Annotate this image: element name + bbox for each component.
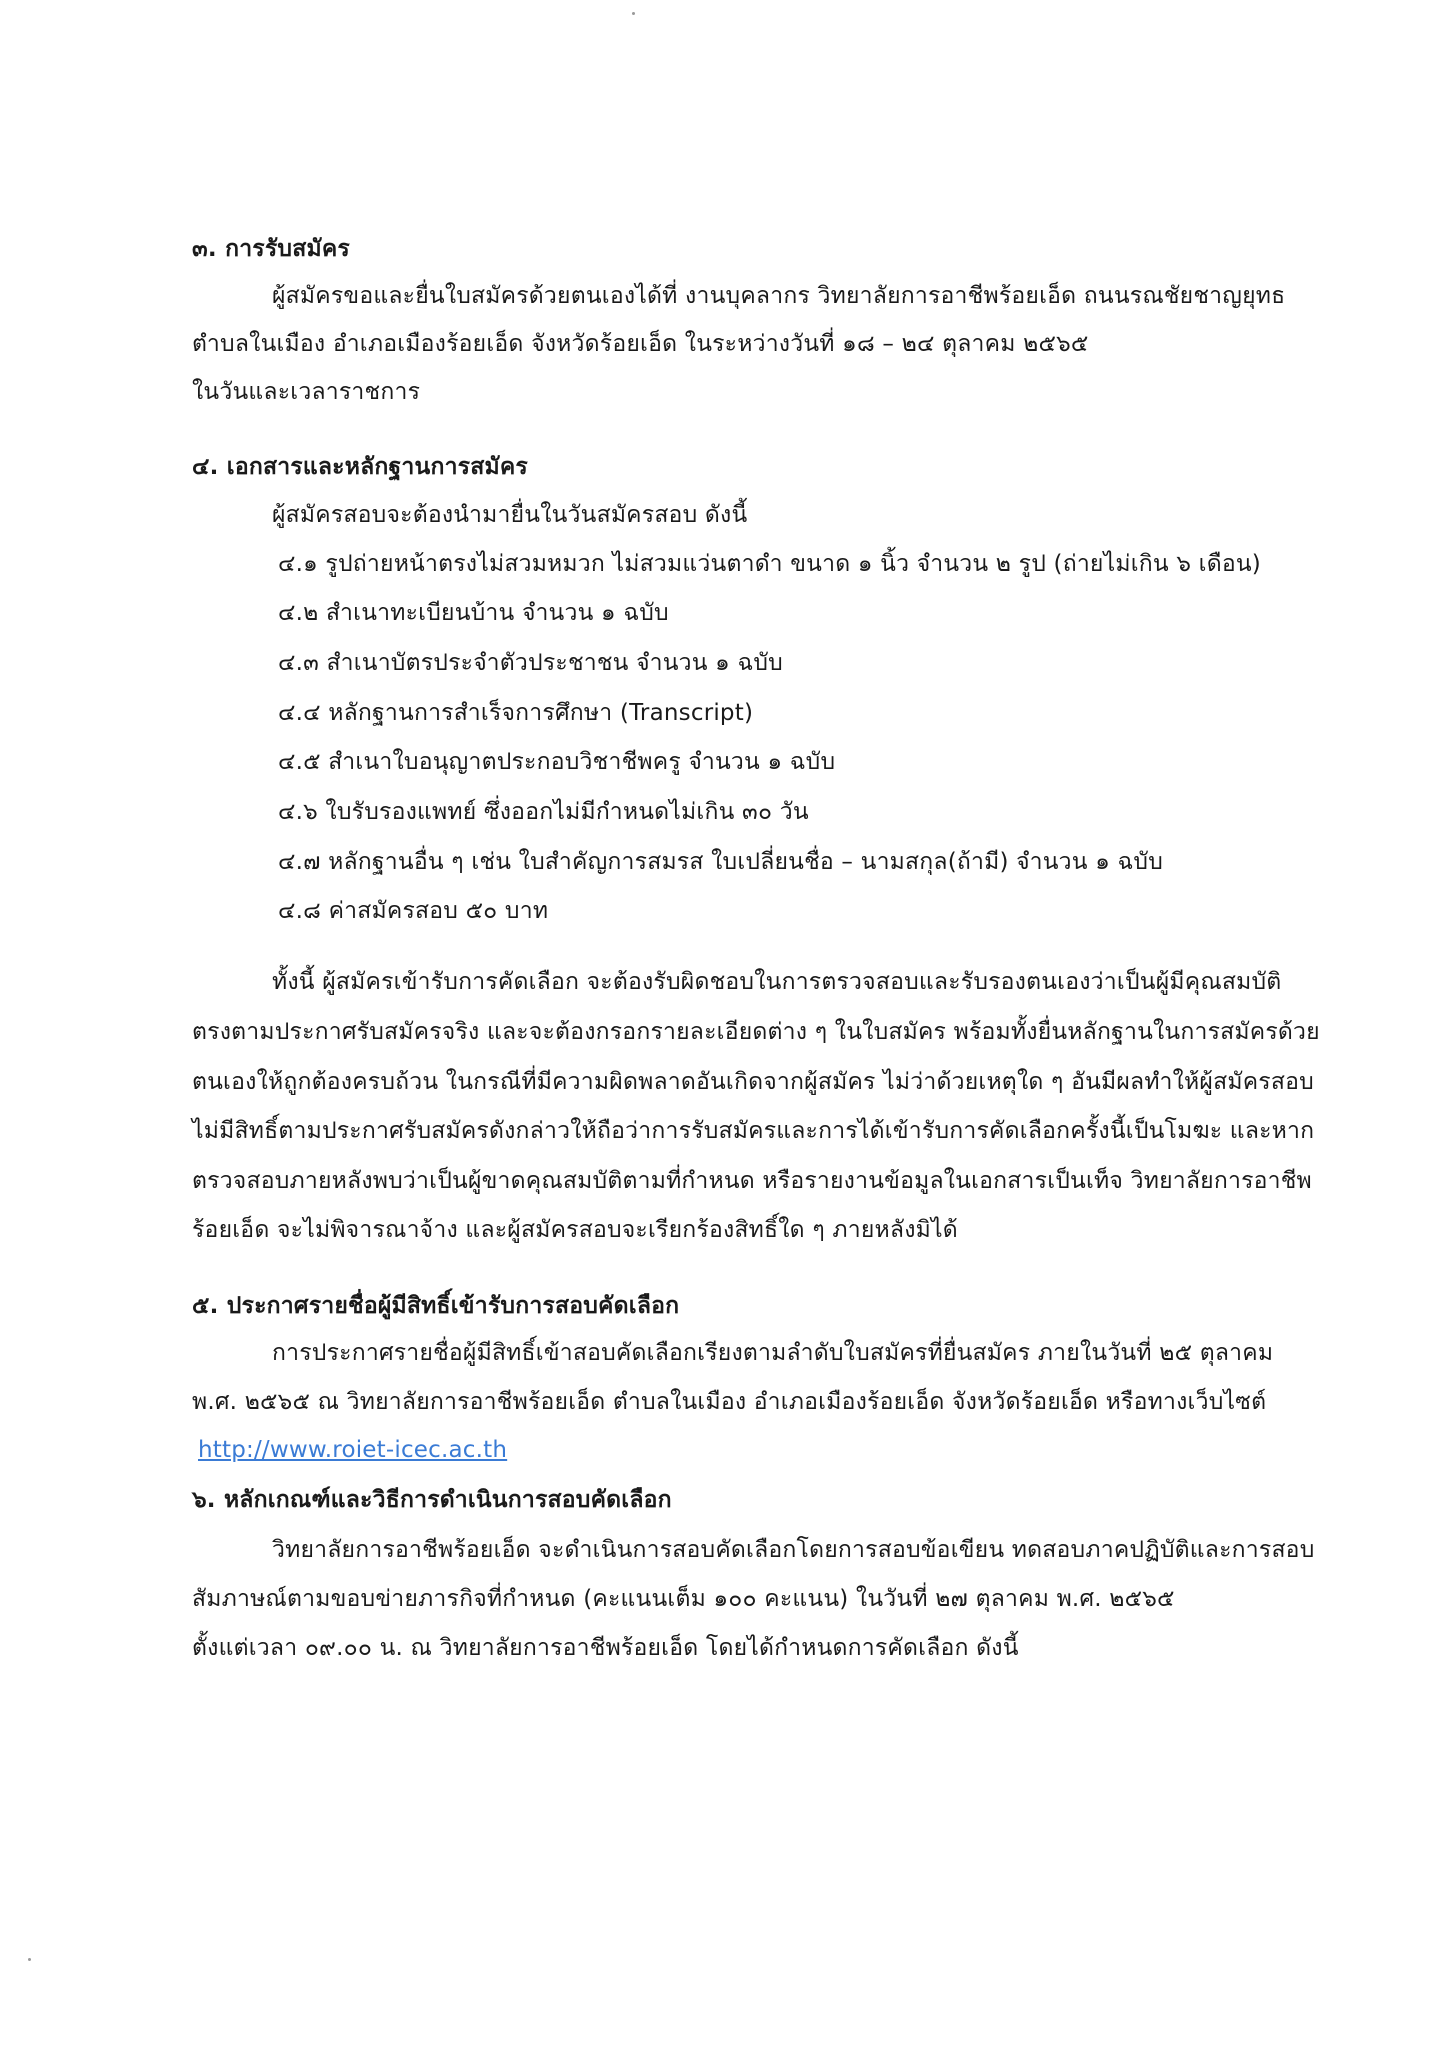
document-item: ๔.๓ สำเนาบัตรประจำตัวประชาชน จำนวน ๑ ฉบับ bbox=[278, 650, 783, 676]
section3-heading: ๓. การรับสมัคร bbox=[192, 236, 350, 262]
scan-speck bbox=[28, 1958, 31, 1961]
document-item: ๔.๖ ใบรับรองแพทย์ ซึ่งออกไม่มีกำหนดไม่เกิน ๓๐ วัน bbox=[278, 799, 809, 825]
section4-intro: ผู้สมัครสอบจะต้องนำมายื่นในวันสมัครสอบ ดังนี้ bbox=[272, 502, 748, 528]
section5-line-1: การประกาศรายชื่อผู้มีสิทธิ์เข้าสอบคัดเลือกเรียงตามลำดับใบสมัครที่ยื่นสมัคร ภายในวันที่ ๒๕ ตุลาคม bbox=[272, 1340, 1274, 1366]
section4-paragraph-line: ตรวจสอบภายหลังพบว่าเป็นผู้ขาดคุณสมบัติตามที่กำหนด หรือรายงานข้อมูลในเอกสารเป็นเท็จ วิทยาลัยการอาชีพ bbox=[192, 1168, 1312, 1194]
website-link[interactable]: http://www.roiet-icec.ac.th bbox=[198, 1437, 508, 1463]
section4-paragraph-line: ไม่มีสิทธิ์ตามประกาศรับสมัครดังกล่าวให้ถือว่าการรับสมัครและการได้เข้ารับการคัดเลือกครั้งนี้เป็นโมฆะ และหาก bbox=[192, 1118, 1315, 1144]
document-item: ๔.๕ สำเนาใบอนุญาตประกอบวิชาชีพครู จำนวน ๑ ฉบับ bbox=[278, 749, 836, 775]
section6-line-1: วิทยาลัยการอาชีพร้อยเอ็ด จะดำเนินการสอบคัดเลือกโดยการสอบข้อเขียน ทดสอบภาคปฏิบัติและการสอบ bbox=[272, 1537, 1315, 1563]
scan-speck bbox=[632, 12, 635, 15]
section4-paragraph-line: ตรงตามประกาศรับสมัครจริง และจะต้องกรอกรายละเอียดต่าง ๆ ในใบสมัคร พร้อมทั้งยื่นหลักฐานในการสมัครด้วย bbox=[192, 1019, 1320, 1045]
section6-heading: ๖. หลักเกณฑ์และวิธีการดำเนินการสอบคัดเลือก bbox=[192, 1487, 672, 1513]
section6-line-3: ตั้งแต่เวลา ๐๙.๐๐ น. ณ วิทยาลัยการอาชีพร้อยเอ็ด โดยได้กำหนดการคัดเลือก ดังนี้ bbox=[192, 1635, 1019, 1661]
document-item: ๔.๗ หลักฐานอื่น ๆ เช่น ใบสำคัญการสมรส ใบเปลี่ยนชื่อ – นามสกุล(ถ้ามี) จำนวน ๑ ฉบับ bbox=[278, 849, 1163, 875]
section5-heading: ๕. ประกาศรายชื่อผู้มีสิทธิ์เข้ารับการสอบคัดเลือก bbox=[192, 1293, 680, 1319]
document-item: ๔.๒ สำเนาทะเบียนบ้าน จำนวน ๑ ฉบับ bbox=[278, 600, 669, 626]
section4-heading: ๔. เอกสารและหลักฐานการสมัคร bbox=[192, 454, 528, 480]
section4-paragraph-line: ตนเองให้ถูกต้องครบถ้วน ในกรณีที่มีความผิดพลาดอันเกิดจากผู้สมัคร ไม่ว่าด้วยเหตุใด ๆ อันมีผลทำให้ผู้สมัครสอบ bbox=[192, 1069, 1314, 1095]
document-item: ๔.๑ รูปถ่ายหน้าตรงไม่สวมหมวก ไม่สวมแว่นตาดำ ขนาด ๑ นิ้ว จำนวน ๒ รูป (ถ่ายไม่เกิน ๖ เดือน) bbox=[278, 551, 1261, 577]
section4-paragraph-line: ทั้งนี้ ผู้สมัครเข้ารับการคัดเลือก จะต้องรับผิดชอบในการตรวจสอบและรับรองตนเองว่าเป็นผู้มีคุณสมบัติ bbox=[272, 969, 1282, 995]
document-item: ๔.๔ หลักฐานการสำเร็จการศึกษา (Transcript) bbox=[278, 700, 754, 726]
section3-line-2: ตำบลในเมือง อำเภอเมืองร้อยเอ็ด จังหวัดร้อยเอ็ด ในระหว่างวันที่ ๑๘ – ๒๔ ตุลาคม ๒๕๖๕ bbox=[192, 331, 1089, 357]
section5-line-2: พ.ศ. ๒๕๖๕ ณ วิทยาลัยการอาชีพร้อยเอ็ด ตำบลในเมือง อำเภอเมืองร้อยเอ็ด จังหวัดร้อยเอ็ด หรือทางเว็บไซต์ bbox=[192, 1389, 1267, 1415]
section4-paragraph-line: ร้อยเอ็ด จะไม่พิจารณาจ้าง และผู้สมัครสอบจะเรียกร้องสิทธิ์ใด ๆ ภายหลังมิได้ bbox=[192, 1217, 958, 1243]
document-item: ๔.๘ ค่าสมัครสอบ ๕๐ บาท bbox=[278, 898, 549, 924]
section3-line-3: ในวันและเวลาราชการ bbox=[192, 379, 421, 405]
section3-line-1: ผู้สมัครขอและยื่นใบสมัครด้วยตนเองได้ที่ งานบุคลากร วิทยาลัยการอาชีพร้อยเอ็ด ถนนรณชัยชาญยุทธ bbox=[272, 283, 1286, 309]
section6-line-2: สัมภาษณ์ตามขอบข่ายภารกิจที่กำหนด (คะแนนเต็ม ๑๐๐ คะแนน) ในวันที่ ๒๗ ตุลาคม พ.ศ. ๒๕๖๕ bbox=[192, 1586, 1175, 1612]
